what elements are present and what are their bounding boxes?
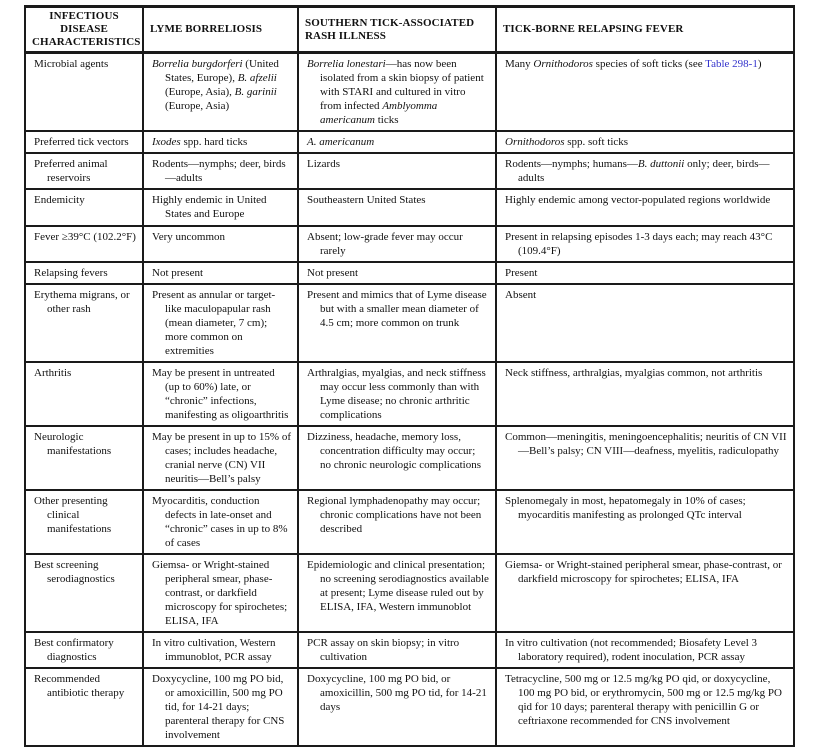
cell-content [307,672,489,714]
cell-content [152,288,291,358]
header-row [25,7,794,53]
cell-content [505,266,787,280]
cell-content [152,57,291,113]
italic-species-name: Ornithodoros [505,136,565,148]
row-label-text: Best confirmatory diagnostics [34,637,114,663]
cell-content [152,558,291,628]
cell-text: Rodents—nymphs; humans— [505,158,638,170]
cell-content [152,494,291,550]
cell-content [152,430,291,486]
cell-content [152,157,291,185]
cell-text: Myocarditis, conduction defects in late-onset and “chronic” cases in up to 8% of cases [152,495,288,549]
table-cell [298,131,496,153]
table-cell [496,262,794,284]
table-row [25,426,794,490]
cell-text: PCR assay on skin biopsy; in vitro cultivation [307,637,460,663]
cell-text: Splenomegaly in most, hepatomegaly in 10% of cases; myocarditis manifesting as prolonged QTc interval [505,495,746,521]
row-label [25,131,143,153]
table-cell [143,262,298,284]
table-cell [496,226,794,262]
cell-content [505,193,787,207]
table-cell [496,490,794,554]
cell-text: Many [505,58,534,70]
cell-text: Lizards [307,158,340,170]
cell-text: (Europe, Asia), [165,86,235,98]
cell-content [307,135,489,149]
italic-species-name: Ornithodoros [533,58,593,70]
cell-content [307,288,489,330]
cell-text: —has now been isolated from a skin biopsy of patient with STARI and cultured in vitro from infected [320,58,484,112]
italic-species-name: Ixodes [152,136,181,148]
cell-content [307,494,489,536]
cell-text: In vitro cultivation, Western immunoblot, PCR assay [152,637,276,663]
table-298-1-link[interactable]: Table 298-1 [705,58,758,70]
row-label-text: Recommended antibiotic therapy [34,673,125,699]
cell-text: (United States, Europe), [165,58,279,84]
column-header: LYME BORRELIOSIS [143,7,298,53]
table-cell [298,189,496,226]
table-cell [496,131,794,153]
table-cell [143,53,298,132]
italic-species-name: A. americanum [307,136,375,148]
table-row [25,189,794,226]
disease-comparison-table-container [24,5,795,747]
cell-content [307,558,489,614]
table-row [25,153,794,189]
row-label [25,426,143,490]
cell-text: spp. hard ticks [180,136,248,148]
cell-text: ) [757,58,762,70]
cell-content [152,266,291,280]
cell-text: Tetracycline, 500 mg or 12.5 mg/kg PO qid, or doxycycline, 100 mg PO bid, or erythromycin, 500 mg or 12.5 mg/kg PO qid for 10 days; parenteral therapy with penicillin G or ceftriaxone recommended for CNS involvement [505,673,782,727]
cell-text: Doxycycline, 100 mg PO bid, or amoxicillin, 500 mg PO tid, for 14-21 days; parenteral therapy for CNS involvement [152,673,285,741]
cell-content [152,135,291,149]
table-cell [496,53,794,132]
cell-content [152,672,291,742]
cell-text: Dizziness, headache, memory loss, concentration difficulty may occur; no chronic neurologic complications [307,431,481,471]
row-label-text: Microbial agents [34,58,109,70]
cell-text: spp. soft ticks [564,136,629,148]
cell-content [505,636,787,664]
table-cell [496,362,794,426]
table-row [25,362,794,426]
cell-content [505,672,787,728]
cell-text: In vitro cultivation (not recommended; Biosafety Level 3 laboratory required), rodent inoculation, PCR assay [505,637,758,663]
cell-text: Epidemiologic and clinical presentation; no screening serodiagnostics available at present; Lyme disease ruled out by ELISA, IFA, Western immunoblot [307,559,489,613]
cell-content [505,230,787,258]
column-header: TICK-BORNE RELAPSING FEVER [496,7,794,53]
table-cell [298,554,496,632]
cell-text: only; deer, birds—adults [518,158,770,184]
cell-text: Present and mimics that of Lyme disease but with a smaller mean diameter of 4.5 cm; more common on trunk [307,289,487,329]
disease-comparison-table [24,5,795,747]
table-row [25,668,794,746]
cell-content [505,366,787,380]
table-cell [298,153,496,189]
table-row [25,284,794,362]
cell-text: Arthralgias, myalgias, and neck stiffness may occur less commonly than with Lyme disease; no chronic arthritic complications [307,367,486,421]
table-row [25,554,794,632]
cell-text: Very uncommon [152,231,226,243]
table-cell [298,490,496,554]
table-body [25,53,794,747]
italic-species-name: B. duttonii [637,158,685,170]
italic-species-name: Borrelia burgdorferi [152,58,243,70]
row-label [25,554,143,632]
cell-text: Common—meningitis, meningoencephalitis; neuritis of CN VII—Bell’s palsy; CN VIII—deafness, myelitis, radiculopathy [505,431,787,457]
row-label-text: Relapsing fevers [34,267,108,279]
table-cell [143,131,298,153]
cell-content [307,430,489,472]
cell-text: Present as annular or target-like maculopapular rash (mean diameter, 7 cm); more common on extremities [152,289,276,357]
cell-text: Highly endemic in United States and Europe [152,194,267,220]
cell-text: Not present [152,267,204,279]
row-label-text: Arthritis [34,367,72,379]
table-cell [298,226,496,262]
row-label [25,153,143,189]
table-row [25,490,794,554]
table-cell [298,668,496,746]
cell-text: ticks [375,114,399,126]
table-cell [143,153,298,189]
table-row [25,262,794,284]
table-row [25,53,794,132]
cell-content [505,430,787,458]
row-label [25,189,143,226]
cell-content [307,366,489,422]
cell-text: Not present [307,267,359,279]
cell-content [505,494,787,522]
row-label [25,668,143,746]
cell-text: Absent [505,289,537,301]
table-cell [496,668,794,746]
cell-text: species of soft ticks (see [592,58,706,70]
cell-text: Giemsa- or Wright-stained peripheral smear, phase-contrast, or darkfield microscopy for spirochetes; ELISA, IFA [505,559,782,585]
cell-content [152,636,291,664]
row-label [25,362,143,426]
table-cell [496,189,794,226]
cell-text: Neck stiffness, arthralgias, myalgias common, not arthritis [505,367,763,379]
cell-text: Southeastern United States [307,194,426,206]
row-label-text: Preferred tick vectors [34,136,129,148]
cell-text: Giemsa- or Wright-stained peripheral smear, phase-contrast, or darkfield microscopy for spirochetes; ELISA, IFA [152,559,288,627]
table-cell [496,284,794,362]
row-label-text: Endemicity [34,194,85,206]
table-cell [143,426,298,490]
italic-species-name: B. afzelii [237,72,277,84]
cell-text: Present in relapsing episodes 1-3 days each; may reach 43°C (109.4°F) [505,231,773,257]
row-label-text: Neurologic manifestations [34,431,112,457]
cell-content [307,266,489,280]
row-label-text: Erythema migrans, or other rash [34,289,130,315]
column-header: INFECTIOUS DISEASE CHARACTERISTICS [25,7,143,53]
table-cell [298,53,496,132]
row-label [25,53,143,132]
cell-content [505,157,787,185]
cell-text: Regional lymphadenopathy may occur; chronic complications have not been described [307,495,482,535]
cell-content [505,57,787,71]
row-label [25,284,143,362]
cell-text: Present [505,267,538,279]
table-cell [143,284,298,362]
cell-content [307,57,489,127]
row-label [25,490,143,554]
italic-species-name: B. garinii [234,86,277,98]
table-cell [496,153,794,189]
table-header-row [25,7,794,53]
table-cell [143,226,298,262]
row-label-text: Fever ≥39°C (102.2°F) [34,231,136,243]
row-label [25,262,143,284]
italic-species-name: Amblyomma americanum [320,100,438,126]
cell-content [152,366,291,422]
table-cell [143,490,298,554]
table-cell [143,362,298,426]
cell-content [307,157,489,171]
table-cell [143,668,298,746]
cell-content [307,230,489,258]
table-cell [298,284,496,362]
cell-text: May be present in up to 15% of cases; includes headache, cranial nerve (CN) VII neuritis—Bell’s palsy [152,431,291,485]
italic-species-name: Borrelia lonestari [307,58,386,70]
column-header: SOUTHERN TICK-ASSOCIATED RASH ILLNESS [298,7,496,53]
table-cell [298,362,496,426]
row-label [25,226,143,262]
table-cell [298,262,496,284]
table-row [25,226,794,262]
row-label-text: Other presenting clinical manifestations [34,495,112,535]
cell-content [505,288,787,302]
cell-content [505,558,787,586]
cell-content [307,193,489,207]
row-label-text: Preferred animal reservoirs [34,158,108,184]
cell-text: (Europe, Asia) [165,100,230,112]
cell-content [505,135,787,149]
table-cell [143,189,298,226]
cell-text: Rodents—nymphs; deer, birds—adults [152,158,286,184]
table-cell [496,426,794,490]
cell-content [152,230,291,244]
cell-text: Highly endemic among vector-populated regions worldwide [505,194,771,206]
table-cell [298,426,496,490]
cell-text: May be present in untreated (up to 60%) late, or “chronic” infections, manifesting as oligoarthritis [152,367,289,421]
cell-content [152,193,291,221]
cell-content [307,636,489,664]
cell-text: Doxycycline, 100 mg PO bid, or amoxicillin, 500 mg PO tid, for 14-21 days [307,673,487,713]
table-row [25,131,794,153]
table-cell [143,554,298,632]
table-cell [496,554,794,632]
row-label-text: Best screening serodiagnostics [34,559,115,585]
cell-text: Absent; low-grade fever may occur rarely [307,231,463,257]
